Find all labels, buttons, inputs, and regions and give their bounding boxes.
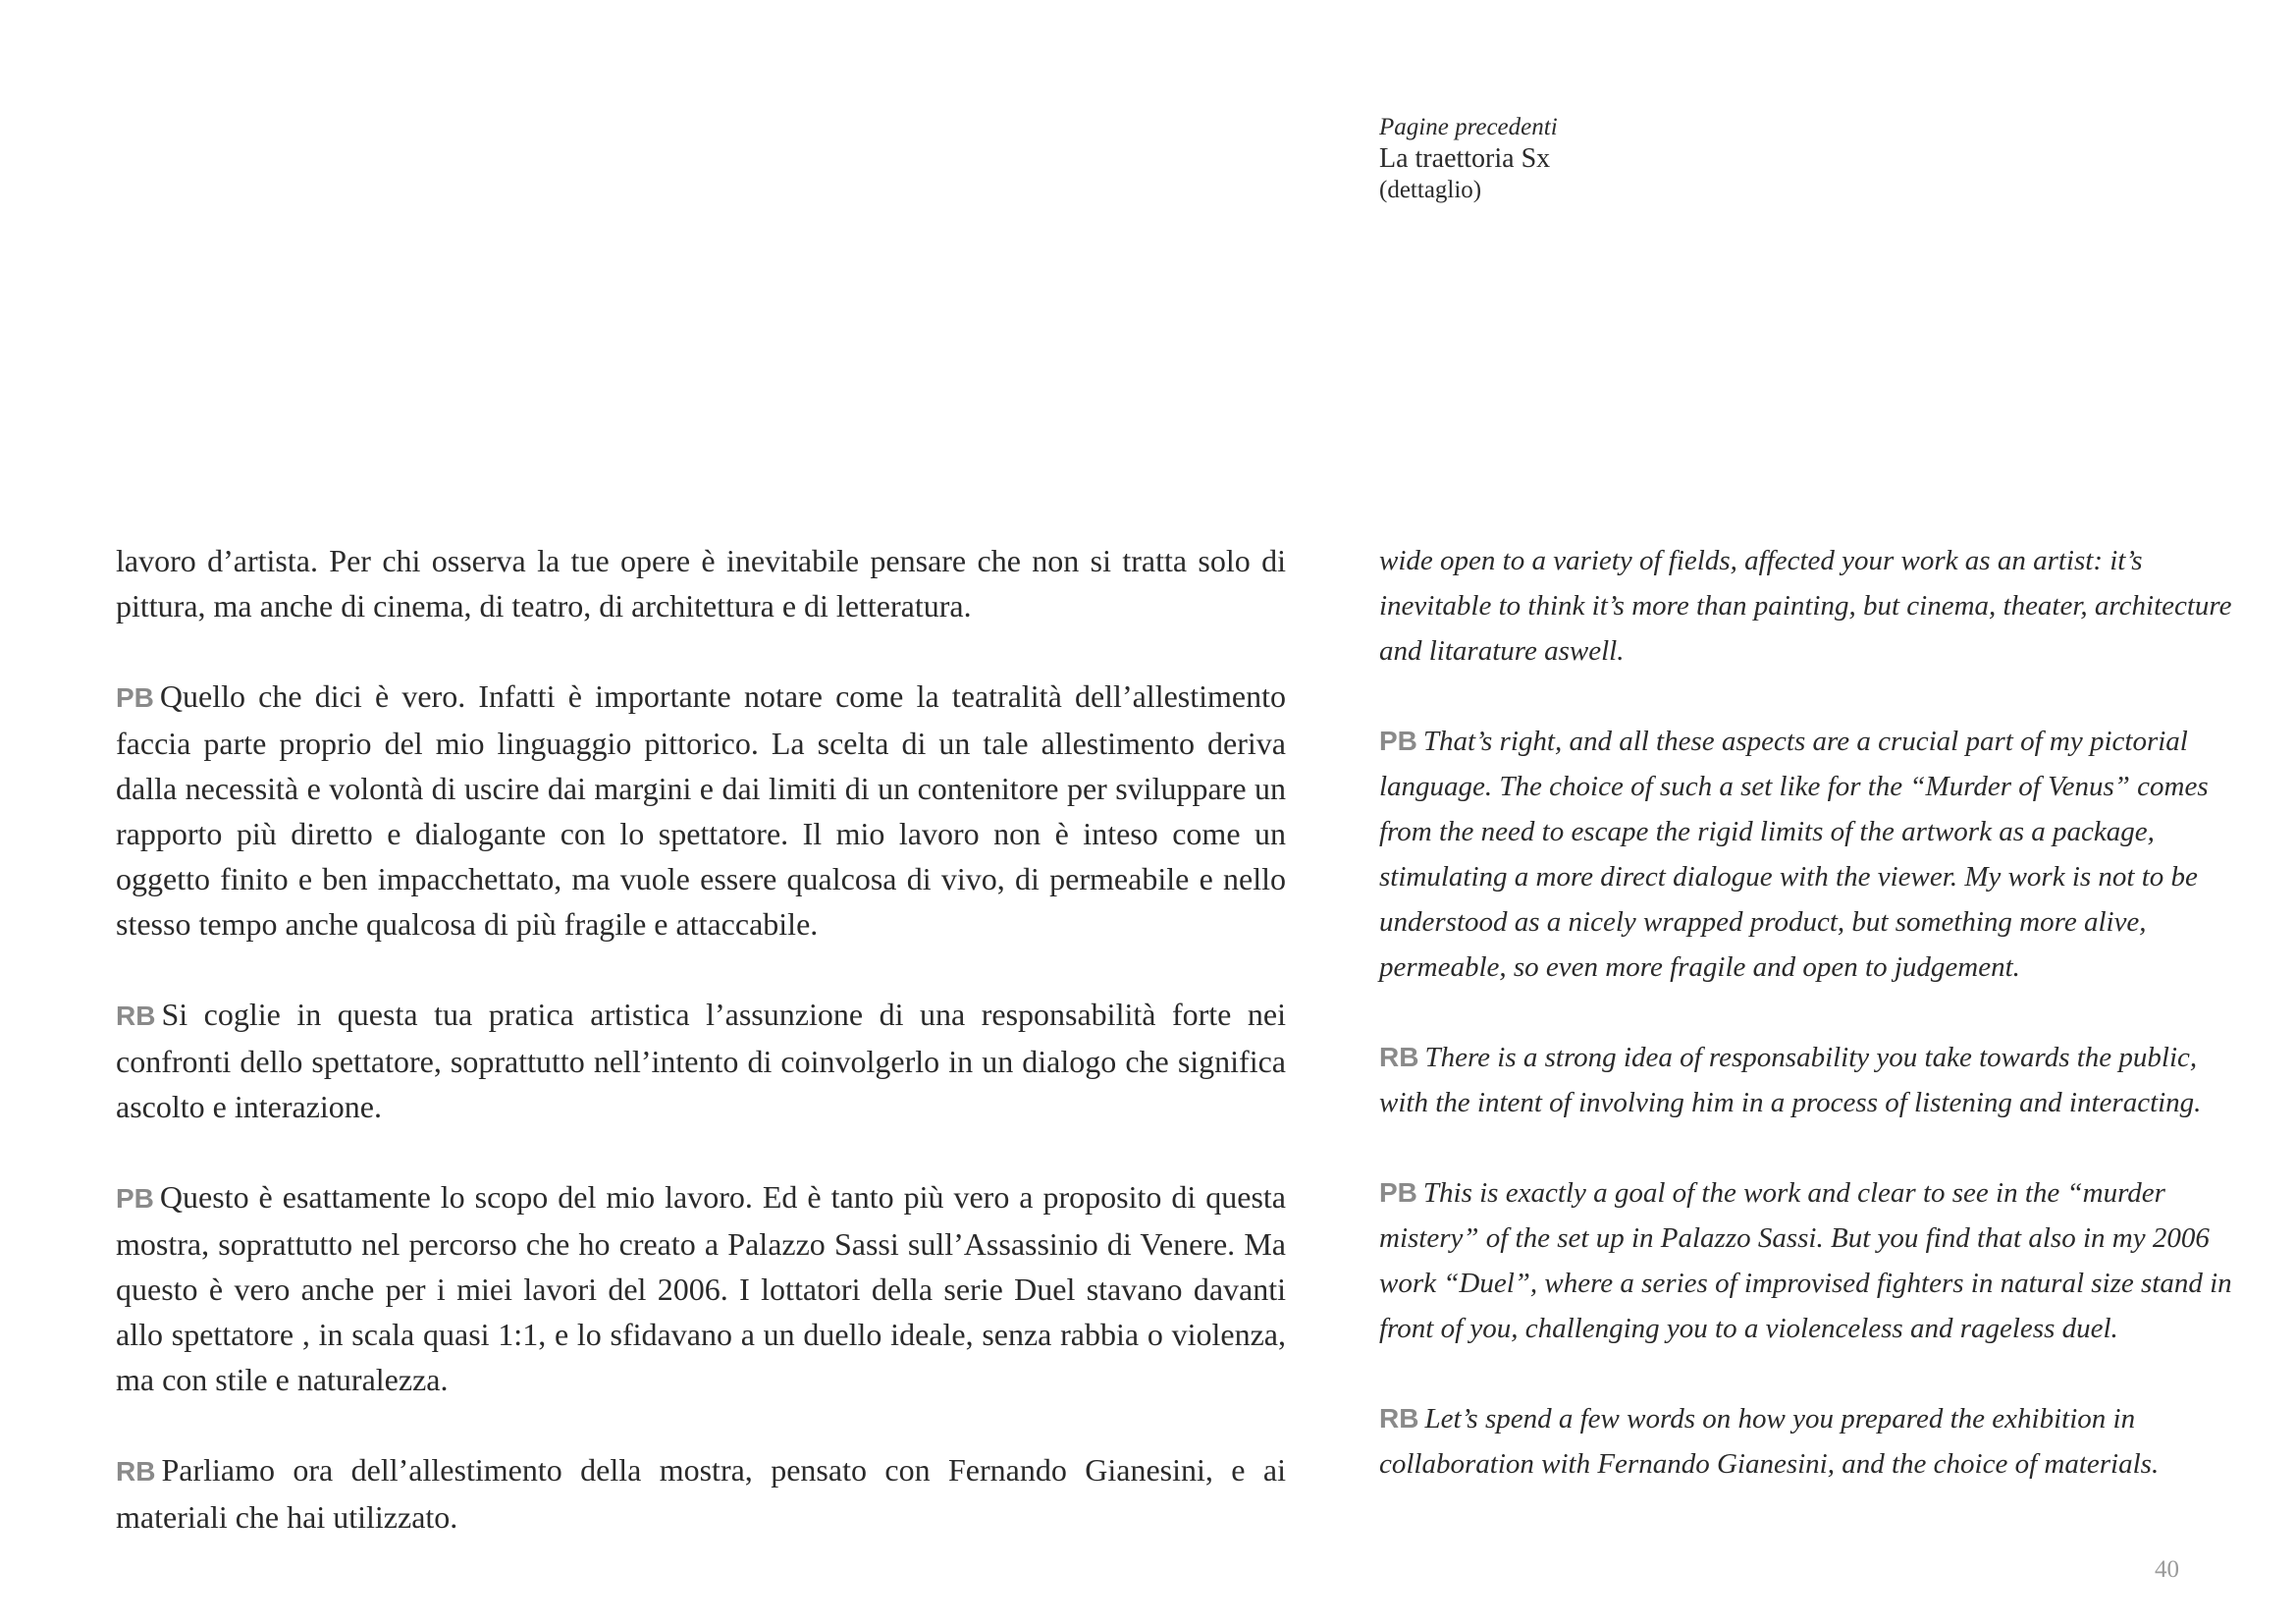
english-column [1379,538,2233,1532]
page-number: 40 [2155,1556,2179,1583]
paragraph-text: Let’s spend a few words on how you prepared the exhibition in collaboration with Fernando Gianesini, and the choice of materials. [1379,1403,2160,1480]
speaker-tag: RB [116,1001,156,1031]
speaker-tag: RB [1379,1403,1419,1434]
paragraph-text: There is a strong idea of responsability you take towards the public, with the intent of involving him in a process of listening and interacting. [1379,1042,2202,1118]
image-caption [1379,112,1968,206]
paragraph-text: This is exactly a goal of the work and clear to see in the “murder mistery” of the set up in Palazzo Sassi. But you find that also in my 2006 work “Duel”, where a series of improvised fighters in natural size stand in front of you, challenging you to a violenceless and rageless duel. [1379,1177,2232,1344]
english-paragraph [1379,1170,2233,1351]
caption-title: Pagine precedenti [1379,114,1558,140]
speaker-tag: PB [1379,1177,1417,1208]
speaker-tag: RB [116,1456,156,1487]
english-paragraph [1379,719,2233,990]
italian-column [116,538,1286,1585]
speaker-tag: PB [116,1183,154,1214]
english-paragraph [1379,1035,2233,1125]
paragraph-text: Questo è esattamente lo scopo del mio lavoro. Ed è tanto più vero a proposito di questa mostra, soprattutto nel percorso che ho creato a Palazzo Sassi sull’Assassinio di Venere. Ma questo è vero anche per i miei lavori del 2006. I lottatori della serie Duel stavano davanti allo spettatore , in scala quasi 1:1, e lo sfidavano a un duello ideale, senza rabbia o violenza, ma con stile e naturalezza. [116,1179,1286,1397]
caption-work-title: La traettoria Sx [1379,143,1551,174]
paragraph-text: Si coglie in questa tua pratica artistica l’assunzione di una responsabilità forte nei confronti dello spettatore, soprattutto nell’intento di coinvolgerlo in un dialogo che significa ascolto e interazione. [116,997,1286,1124]
italian-paragraph [116,1174,1286,1402]
speaker-tag: RB [1379,1042,1419,1072]
italian-paragraph [116,1447,1286,1540]
caption-note: (dettaglio) [1379,177,1482,203]
italian-paragraph [116,992,1286,1129]
italian-paragraph [116,538,1286,628]
paragraph-text: lavoro d’artista. Per chi osserva la tue opere è inevitabile pensare che non si tratta solo di pittura, ma anche di cinema, di teatro, di architettura e di letteratura. [116,543,1286,623]
speaker-tag: PB [116,682,154,713]
paragraph-text: Parliamo ora dell’allestimento della mostra, pensato con Fernando Gianesini, e ai materiali che hai utilizzato. [116,1452,1286,1535]
english-paragraph [1379,538,2233,674]
italian-paragraph [116,674,1286,947]
speaker-tag: PB [1379,726,1417,756]
paragraph-text: wide open to a variety of fields, affected your work as an artist: it’s inevitable to think it’s more than painting, but cinema, theater, architecture and litarature aswell. [1379,545,2232,667]
paragraph-text: That’s right, and all these aspects are a crucial part of my pictorial language. The choice of such a set like for the “Murder of Venus” comes from the need to escape the rigid limits of the artwork as a package, stimulating a more direct dialogue with the viewer. My work is not to be understood as a nicely wrapped product, but something more alive, permeable, so even more fragile and open to judgement. [1379,726,2209,983]
paragraph-text: Quello che dici è vero. Infatti è importante notare come la teatralità dell’allestimento faccia parte proprio del mio linguaggio pittorico. La scelta di un tale allestimento deriva dalla necessità e volontà di uscire dai margini e dai limiti di un contenitore per sviluppare un rapporto più diretto e dialogante con lo spettatore. Il mio lavoro non è inteso come un oggetto finito e ben impacchettato, ma vuole essere qualcosa di vivo, di permeabile e nello stesso tempo anche qualcosa di più fragile e attaccabile. [116,678,1286,942]
english-paragraph [1379,1396,2233,1487]
